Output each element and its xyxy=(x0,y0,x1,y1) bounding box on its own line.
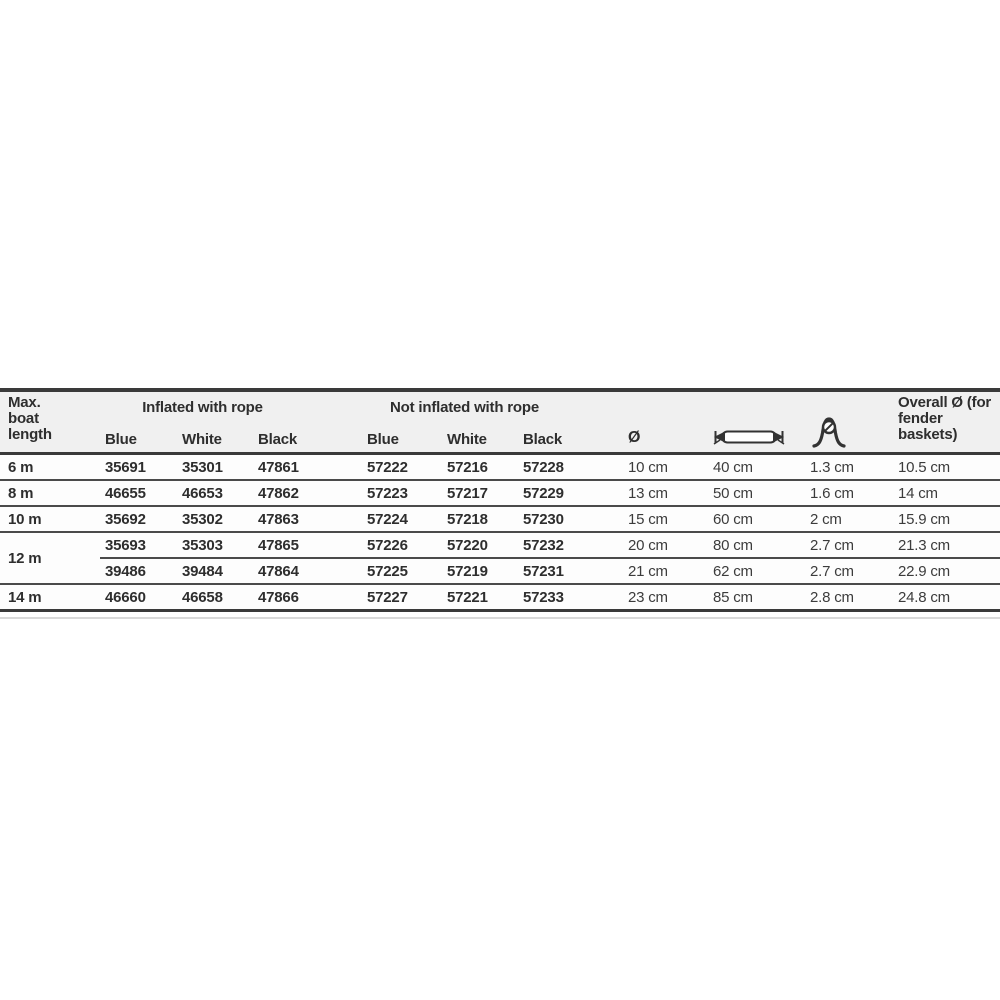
rope-eye-value: 1.3 cm xyxy=(810,458,854,476)
rope-eye-value: 2 cm xyxy=(805,505,893,531)
header-max-boat-length-label: Max. boat length xyxy=(8,394,52,443)
article-number: 46653 xyxy=(177,479,253,505)
article-number: 35303 xyxy=(177,531,253,557)
rope-eye-value: 1.6 cm xyxy=(805,479,893,505)
article-number: 47866 xyxy=(253,583,362,609)
header-group-not-inflated xyxy=(362,392,623,452)
header-diameter xyxy=(623,392,708,452)
table-row-12m-b xyxy=(0,557,1000,583)
rope-eye-value: 2.8 cm xyxy=(805,583,893,609)
article-number: 57229 xyxy=(518,479,623,505)
inflated-subheaders xyxy=(100,430,362,452)
length-value: 40 cm xyxy=(713,458,753,476)
article-number: 47865 xyxy=(253,531,362,557)
article-number: 46655 xyxy=(100,479,177,505)
not-inflated-subheaders xyxy=(362,430,623,452)
header-fender-length xyxy=(708,392,805,452)
overall-diameter-value: 24.8 cm xyxy=(893,583,1000,609)
article-number: 57221 xyxy=(442,583,518,609)
article-number: 35691 xyxy=(105,458,146,476)
article-number: 57225 xyxy=(362,557,442,583)
article-number: 57223 xyxy=(362,479,442,505)
article-number: 57217 xyxy=(442,479,518,505)
article-number: 57230 xyxy=(518,505,623,531)
length-value: 80 cm xyxy=(708,531,805,557)
overall-diameter-value: 14 cm xyxy=(893,479,1000,505)
boat-length-cell: 10 m xyxy=(0,505,100,531)
article-number: 57224 xyxy=(362,505,442,531)
table-row-12m-a xyxy=(0,531,1000,567)
header-inflated-black: Black xyxy=(258,431,298,448)
article-number: 57231 xyxy=(518,557,623,583)
rope-eye-value: 2.7 cm xyxy=(805,531,893,557)
table-row-14m xyxy=(0,583,1000,609)
article-number: 47863 xyxy=(253,505,362,531)
article-number: 39486 xyxy=(100,557,177,583)
length-value: 62 cm xyxy=(708,557,805,583)
article-number: 57227 xyxy=(362,583,442,609)
diameter-value: 15 cm xyxy=(623,505,708,531)
article-number: 35302 xyxy=(177,505,253,531)
header-group-inflated xyxy=(100,392,362,452)
boat-length-cell: 14 m xyxy=(0,583,100,609)
article-number: 57232 xyxy=(518,531,623,557)
table-row-10m xyxy=(0,505,1000,531)
article-number: 35301 xyxy=(182,458,223,476)
header-max-boat-length xyxy=(0,392,100,452)
diameter-value: 21 cm xyxy=(623,557,708,583)
article-number: 57218 xyxy=(442,505,518,531)
overall-diameter-value: 10.5 cm xyxy=(898,458,950,476)
not-inflated-group-label: Not inflated with rope xyxy=(390,399,539,416)
header-not-inflated-blue: Blue xyxy=(367,431,399,448)
diameter-symbol: Ø xyxy=(628,429,641,446)
rope-eye-diameter-icon xyxy=(810,415,848,449)
diameter-value: 20 cm xyxy=(623,531,708,557)
length-value: 60 cm xyxy=(708,505,805,531)
article-number: 57216 xyxy=(447,458,488,476)
article-number: 57220 xyxy=(442,531,518,557)
rope-eye-value: 2.7 cm xyxy=(805,557,893,583)
fender-length-icon xyxy=(713,427,785,447)
table-row-8m xyxy=(0,479,1000,505)
header-not-inflated-black: Black xyxy=(523,431,563,448)
article-number: 35693 xyxy=(100,531,177,557)
article-number: 57219 xyxy=(442,557,518,583)
article-number: 46658 xyxy=(177,583,253,609)
diameter-value: 23 cm xyxy=(623,583,708,609)
article-number: 57233 xyxy=(518,583,623,609)
article-number: 47862 xyxy=(253,479,362,505)
overall-diameter-value: 22.9 cm xyxy=(893,557,1000,583)
boat-length-cell-rowspan xyxy=(0,531,100,567)
article-number: 39484 xyxy=(177,557,253,583)
table-body xyxy=(0,455,1000,612)
header-inflated-blue: Blue xyxy=(105,431,137,448)
inflated-group-label: Inflated with rope xyxy=(142,399,263,416)
boat-length-span-label: 12 m xyxy=(8,549,42,567)
article-number: 47861 xyxy=(258,458,299,476)
header-inflated-white: White xyxy=(182,431,222,448)
header-not-inflated-white: White xyxy=(447,431,487,448)
length-value: 85 cm xyxy=(708,583,805,609)
overall-diameter-value: 21.3 cm xyxy=(893,531,1000,557)
article-number: 35692 xyxy=(100,505,177,531)
header-rope-eye xyxy=(805,392,893,452)
table-bottom-accent-rule xyxy=(0,617,1000,619)
diameter-value: 10 cm xyxy=(628,458,668,476)
length-value: 50 cm xyxy=(708,479,805,505)
overall-diameter-value: 15.9 cm xyxy=(893,505,1000,531)
table-header xyxy=(0,392,1000,455)
boat-length-cell: 8 m xyxy=(0,479,100,505)
article-number: 57222 xyxy=(367,458,408,476)
article-number: 57228 xyxy=(523,458,564,476)
article-number: 46660 xyxy=(100,583,177,609)
header-overall-diameter: Overall Ø (for fender baskets) xyxy=(898,394,992,443)
fender-spec-table xyxy=(0,388,1000,619)
article-number: 47864 xyxy=(253,557,362,583)
boat-length-cell: 6 m xyxy=(8,458,34,476)
diameter-value: 13 cm xyxy=(623,479,708,505)
table-row-6m xyxy=(0,455,1000,479)
article-number: 57226 xyxy=(362,531,442,557)
